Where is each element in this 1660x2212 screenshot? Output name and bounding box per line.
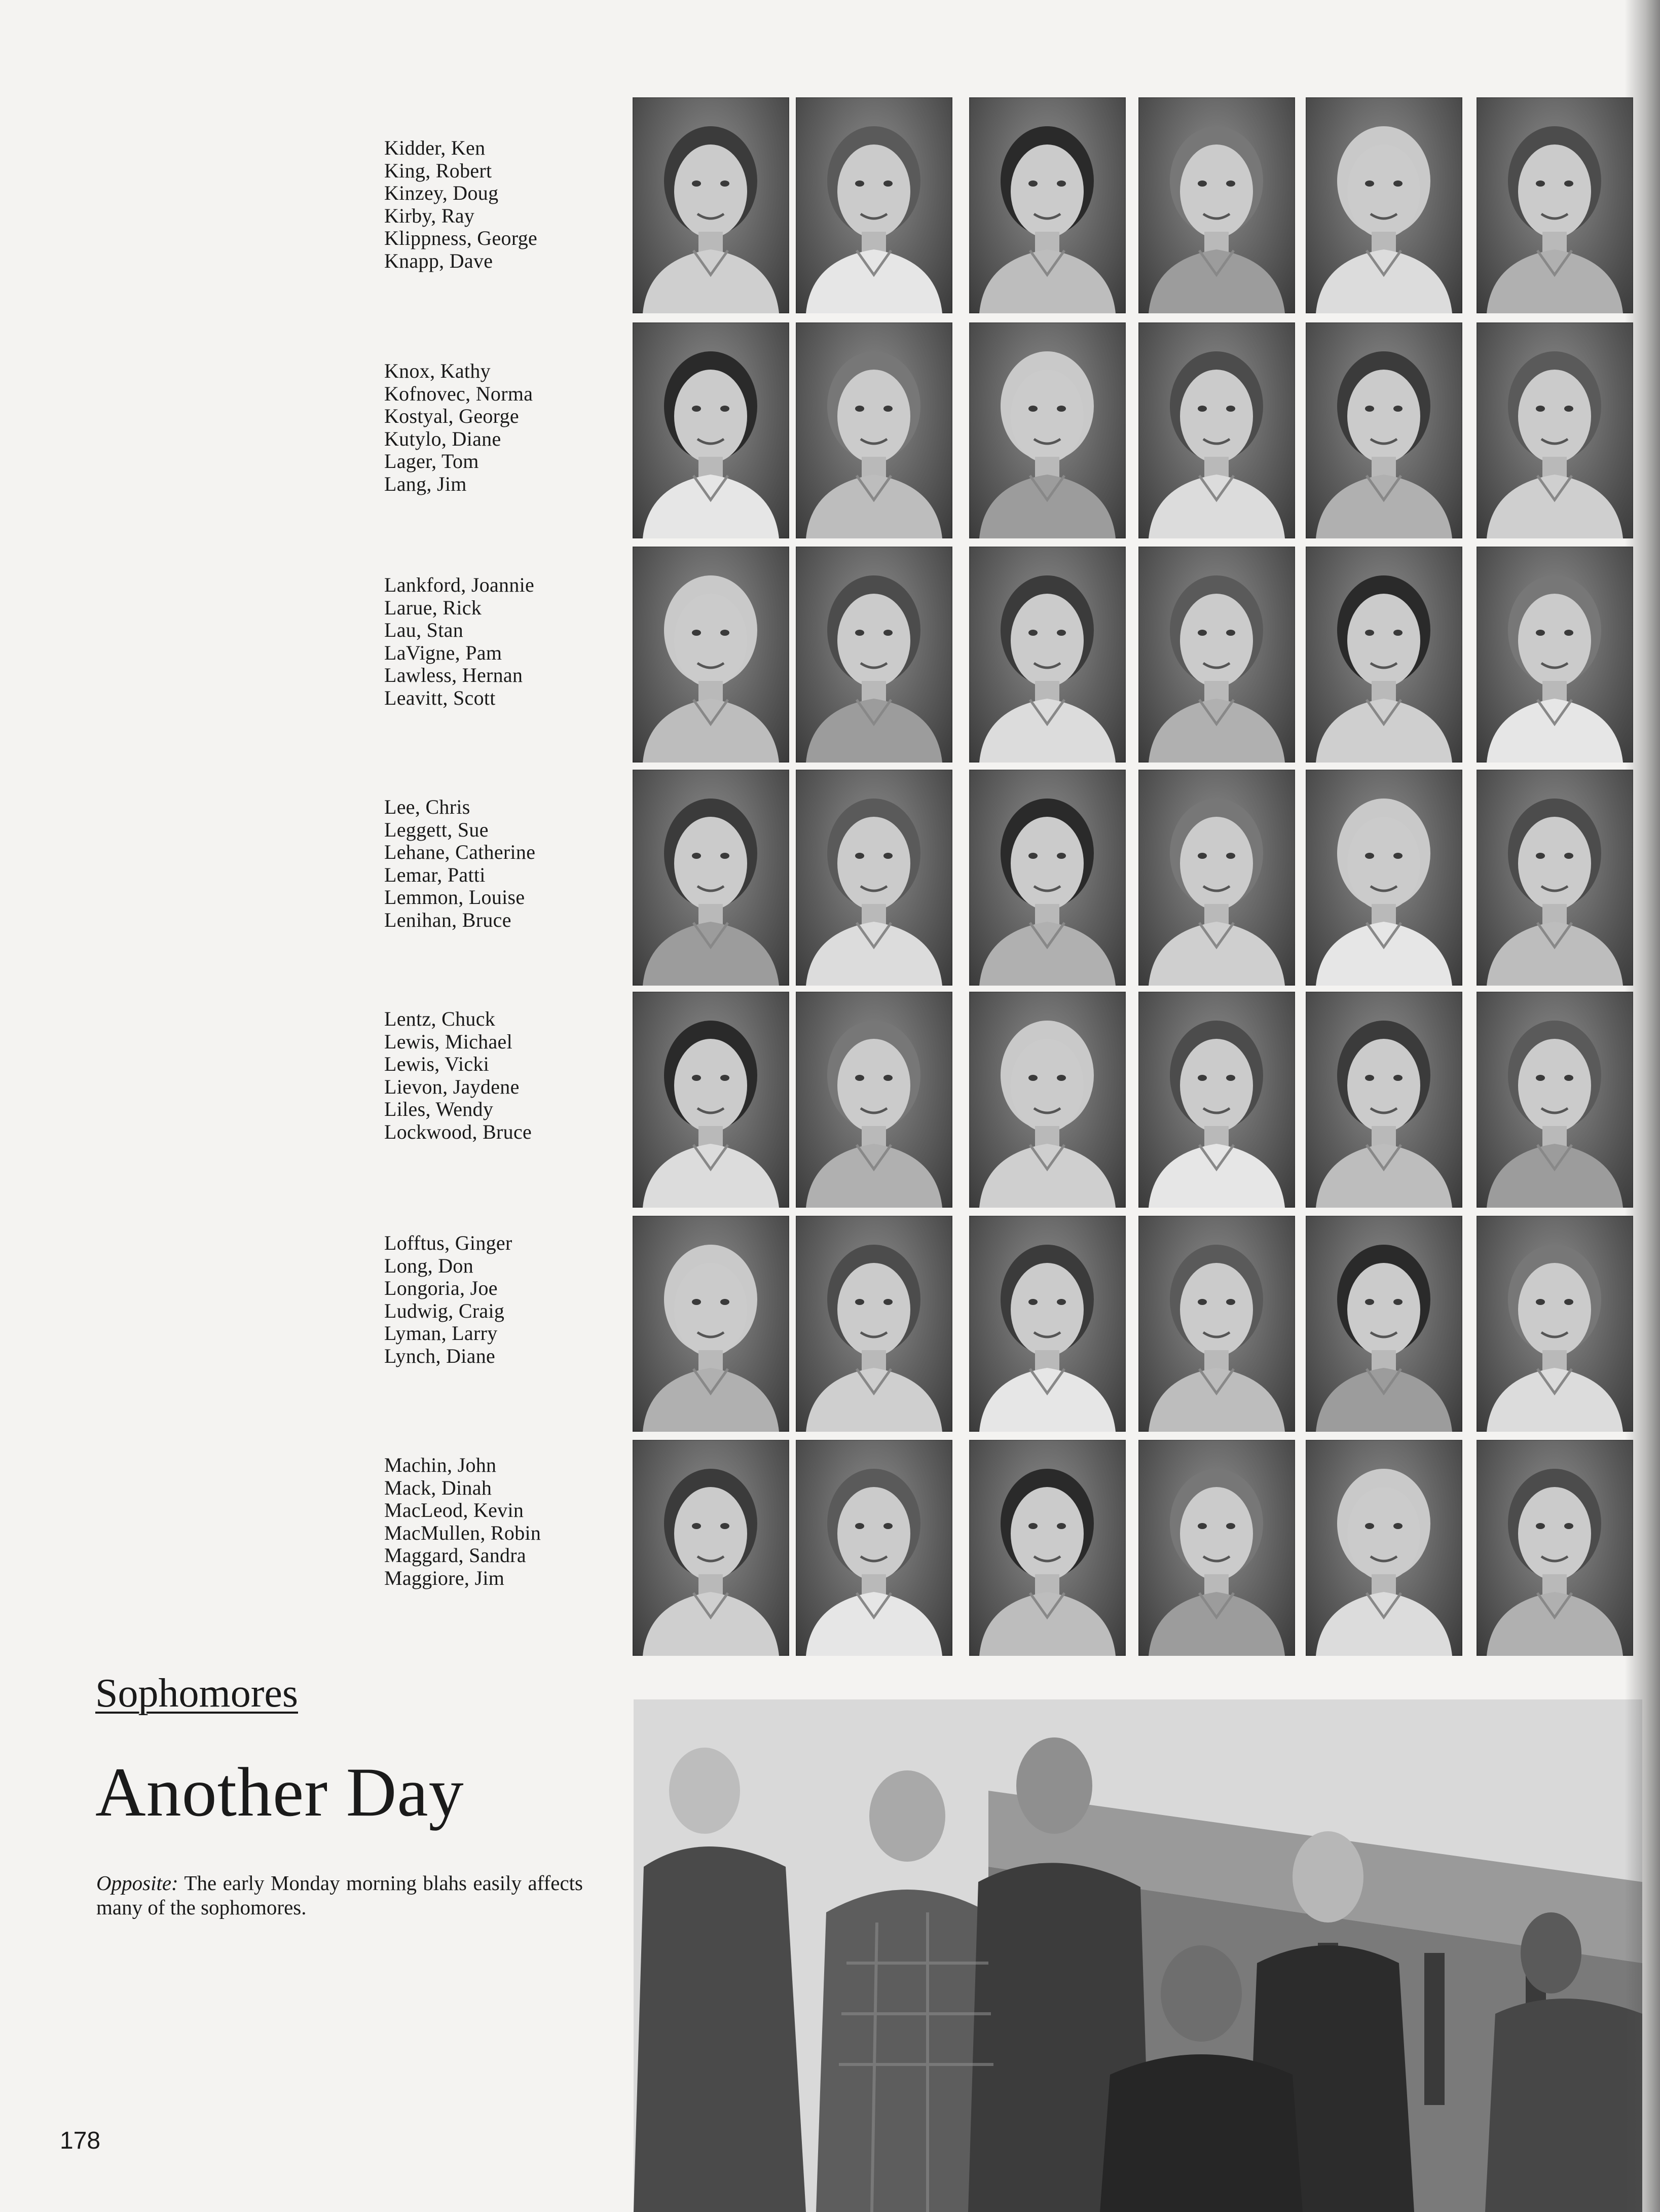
portrait-silhouette <box>796 322 952 538</box>
portrait-silhouette <box>796 1440 952 1656</box>
student-portrait <box>633 547 789 763</box>
student-name: Maggard, Sandra <box>384 1544 526 1567</box>
student-portrait <box>1306 992 1462 1208</box>
portrait-silhouette <box>1138 1440 1295 1656</box>
student-portrait <box>969 322 1126 538</box>
portrait-grid <box>633 97 1634 1627</box>
name-list-row-6 <box>384 1232 648 1368</box>
student-portrait <box>969 547 1126 763</box>
student-portrait <box>969 992 1126 1208</box>
student-portrait <box>633 992 789 1208</box>
page-fold-shadow <box>1625 0 1660 2212</box>
student-portrait <box>1138 97 1295 313</box>
student-name: Lemmon, Louise <box>384 886 525 909</box>
student-name: Lau, Stan <box>384 619 464 642</box>
portrait-silhouette <box>796 1216 952 1432</box>
portrait-silhouette <box>796 547 952 763</box>
portrait-silhouette <box>1477 547 1633 763</box>
portrait-silhouette <box>1477 1440 1633 1656</box>
caption-text: The early Monday morning blahs easily affects many of the sophomores. <box>96 1871 583 1919</box>
student-portrait <box>1138 992 1295 1208</box>
student-portrait <box>1477 992 1633 1208</box>
name-list-row-5 <box>384 1008 648 1144</box>
portrait-silhouette <box>1306 992 1462 1208</box>
student-portrait <box>1306 97 1462 313</box>
portrait-silhouette <box>969 770 1126 986</box>
student-name: Liles, Wendy <box>384 1098 494 1121</box>
student-name: Lockwood, Bruce <box>384 1120 532 1143</box>
portrait-silhouette <box>1138 992 1295 1208</box>
student-portrait <box>1306 547 1462 763</box>
portrait-silhouette <box>1306 1440 1462 1656</box>
student-portrait <box>796 1440 952 1656</box>
student-name: Kostyal, George <box>384 405 519 428</box>
student-portrait <box>1138 547 1295 763</box>
student-name: Long, Don <box>384 1254 474 1277</box>
student-name: Longoria, Joe <box>384 1277 498 1300</box>
student-portrait <box>633 770 789 986</box>
student-portrait <box>1477 770 1633 986</box>
portrait-silhouette <box>1306 322 1462 538</box>
portrait-silhouette <box>1477 322 1633 538</box>
student-name: Kinzey, Doug <box>384 182 499 205</box>
student-portrait <box>1477 547 1633 763</box>
student-portrait <box>1306 322 1462 538</box>
portrait-silhouette <box>633 322 789 538</box>
student-name: Leggett, Sue <box>384 818 489 841</box>
candid-group-photo <box>634 1699 1642 2212</box>
portrait-silhouette <box>1477 97 1633 313</box>
portrait-silhouette <box>796 97 952 313</box>
student-portrait <box>633 322 789 538</box>
student-portrait <box>1477 1440 1633 1656</box>
portrait-silhouette <box>1306 547 1462 763</box>
student-portrait <box>1138 770 1295 986</box>
portrait-silhouette <box>1138 770 1295 986</box>
student-portrait <box>633 1440 789 1656</box>
student-portrait <box>796 322 952 538</box>
student-portrait <box>969 770 1126 986</box>
student-name: Lawless, Hernan <box>384 664 523 687</box>
student-portrait <box>633 1216 789 1432</box>
portrait-silhouette <box>969 547 1126 763</box>
candid-photo-illustration <box>634 1699 1642 2212</box>
portrait-silhouette <box>969 992 1126 1208</box>
portrait-silhouette <box>969 322 1126 538</box>
student-name: Lager, Tom <box>384 450 479 473</box>
student-portrait <box>969 1216 1126 1432</box>
student-portrait <box>796 770 952 986</box>
caption-lead: Opposite: <box>96 1871 178 1895</box>
student-portrait <box>796 992 952 1208</box>
portrait-silhouette <box>633 1440 789 1656</box>
student-name: Lynch, Diane <box>384 1344 496 1367</box>
portrait-silhouette <box>1138 97 1295 313</box>
student-portrait <box>1138 1216 1295 1432</box>
student-name: MacLeod, Kevin <box>384 1499 524 1522</box>
student-portrait <box>633 97 789 313</box>
student-name: Kutylo, Diane <box>384 427 501 450</box>
portrait-silhouette <box>633 992 789 1208</box>
portrait-silhouette <box>633 97 789 313</box>
student-name: Lenihan, Bruce <box>384 908 511 931</box>
portrait-silhouette <box>633 547 789 763</box>
student-portrait <box>1306 1216 1462 1432</box>
portrait-silhouette <box>1477 992 1633 1208</box>
student-name: Lankford, Joannie <box>384 573 535 596</box>
portrait-silhouette <box>1138 322 1295 538</box>
portrait-silhouette <box>1138 1216 1295 1432</box>
portrait-silhouette <box>969 1216 1126 1432</box>
name-list-row-7 <box>384 1454 648 1590</box>
portrait-silhouette <box>1477 770 1633 986</box>
student-name: MacMullen, Robin <box>384 1521 541 1544</box>
name-list-row-1 <box>384 137 648 273</box>
student-portrait <box>1477 1216 1633 1432</box>
student-name: Knox, Kathy <box>384 359 491 382</box>
student-portrait <box>1306 1440 1462 1656</box>
portrait-silhouette <box>1306 770 1462 986</box>
section-label: Sophomores <box>95 1671 298 1716</box>
portrait-silhouette <box>969 97 1126 313</box>
student-portrait <box>1138 322 1295 538</box>
student-name: Kidder, Ken <box>384 136 486 159</box>
photo-caption <box>96 1871 583 1919</box>
page-number: 178 <box>60 2127 101 2154</box>
student-portrait <box>796 547 952 763</box>
student-portrait <box>1477 97 1633 313</box>
student-portrait <box>969 97 1126 313</box>
name-list-row-2 <box>384 360 648 496</box>
student-name: Lofftus, Ginger <box>384 1231 512 1254</box>
student-name: Lyman, Larry <box>384 1322 498 1345</box>
student-portrait <box>1138 1440 1295 1656</box>
student-name: Ludwig, Craig <box>384 1299 505 1322</box>
student-portrait <box>796 1216 952 1432</box>
portrait-silhouette <box>633 770 789 986</box>
portrait-silhouette <box>969 1440 1126 1656</box>
student-name: Lang, Jim <box>384 472 467 495</box>
student-name: Lewis, Michael <box>384 1030 513 1053</box>
student-name: Lehane, Catherine <box>384 841 536 864</box>
student-name: Maggiore, Jim <box>384 1566 505 1589</box>
student-name: Larue, Rick <box>384 596 482 619</box>
page-headline: Another Day <box>95 1753 464 1831</box>
student-name: Lemar, Patti <box>384 863 486 886</box>
name-list-row-4 <box>384 796 648 932</box>
student-name: Machin, John <box>384 1454 497 1476</box>
portrait-silhouette <box>796 770 952 986</box>
student-portrait <box>1306 770 1462 986</box>
student-name: Lievon, Jaydene <box>384 1075 520 1098</box>
student-name: Kirby, Ray <box>384 204 475 227</box>
student-name: King, Robert <box>384 159 492 182</box>
portrait-silhouette <box>1306 97 1462 313</box>
student-name: Lewis, Vicki <box>384 1053 490 1076</box>
student-name: Leavitt, Scott <box>384 686 496 709</box>
student-name: Knapp, Dave <box>384 249 493 272</box>
student-name: Lentz, Chuck <box>384 1007 496 1030</box>
portrait-silhouette <box>1306 1216 1462 1432</box>
portrait-silhouette <box>633 1216 789 1432</box>
portrait-silhouette <box>796 992 952 1208</box>
student-name: Lee, Chris <box>384 795 470 818</box>
student-portrait <box>1477 322 1633 538</box>
student-name: Mack, Dinah <box>384 1476 492 1499</box>
student-name: Kofnovec, Norma <box>384 382 533 405</box>
student-name: Klippness, George <box>384 227 538 250</box>
portrait-silhouette <box>1138 547 1295 763</box>
name-list-row-3 <box>384 574 648 710</box>
student-portrait <box>796 97 952 313</box>
student-name: LaVigne, Pam <box>384 641 502 664</box>
student-portrait <box>969 1440 1126 1656</box>
portrait-silhouette <box>1477 1216 1633 1432</box>
